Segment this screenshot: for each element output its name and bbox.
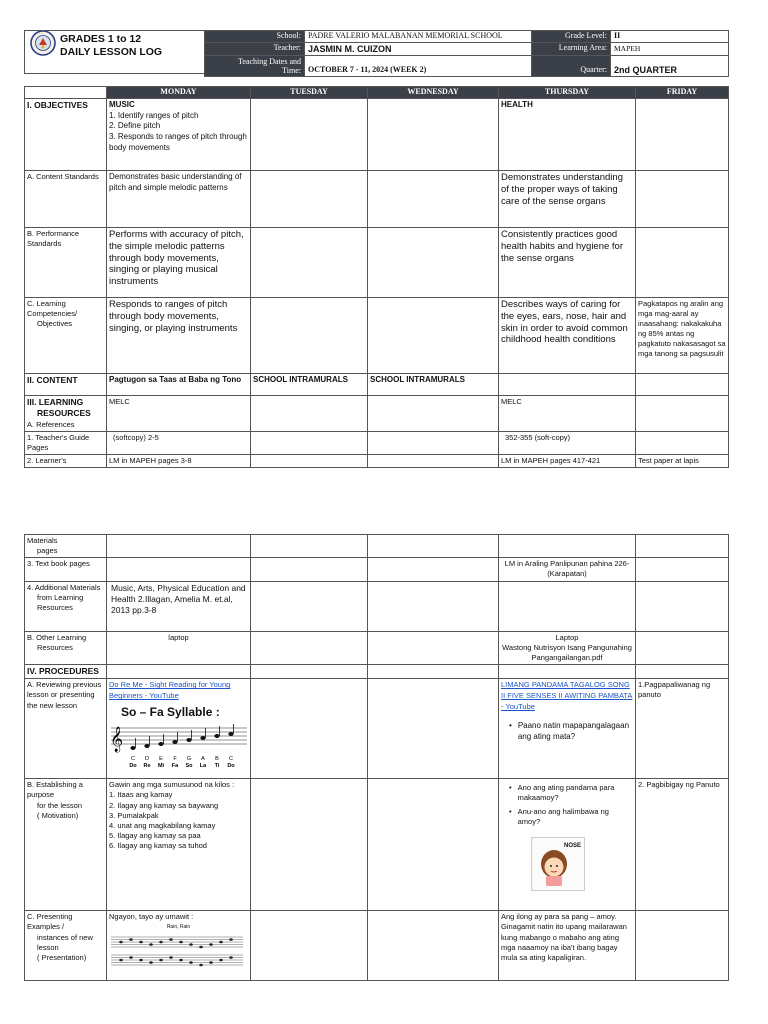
wednesday-competencies xyxy=(368,297,499,373)
treble-clef-icon: 𝄞 xyxy=(110,726,124,752)
thursday-purpose xyxy=(499,779,636,911)
thursday-other-resources-line1: Laptop xyxy=(555,632,579,642)
thursday-procedures xyxy=(499,664,636,678)
sheet-music-note xyxy=(149,961,153,964)
competencies-label-line1: C. Learning Competencies/ xyxy=(27,298,78,318)
thursday-content-standards: Demonstrates understanding of the proper ways of taking care of the sense organs xyxy=(499,170,636,227)
solfa-note-head xyxy=(144,744,149,748)
other-resources-label xyxy=(25,631,107,664)
thursday-purpose-q1 xyxy=(509,783,633,803)
solfa-syllable: So xyxy=(185,762,193,769)
thursday-presenting: Ang ilong ay para sa pang – amoy. Ginagamit natin ito upang mailarawan kung mabango o mabaho ang ating mga naaamoy na iba't ibang bagay mula sa ating kapaligiran. xyxy=(499,911,636,981)
thursday-textbook: LM in Araling Panlipunan pahina 226-(Karapatan) xyxy=(499,558,636,581)
procedures-label: IV. PROCEDURES xyxy=(25,664,107,678)
sheet-music-note xyxy=(209,961,213,964)
thursday-review-question xyxy=(509,721,633,743)
wednesday-purpose xyxy=(368,779,499,911)
monday-purpose-item: 1. Itaas ang kamay xyxy=(109,790,173,800)
teaching-dates-label-line1: Teaching Dates and xyxy=(238,56,301,66)
tuesday-content: SCHOOL INTRAMURALS xyxy=(251,373,368,395)
friday-competencies: Pagkatapos ng aralin ang mga mag-aaral ay inaasahang: nakakakuha ng 85% antas ng pagkatuto nakasasagot sa mga tanong sa pagsusulit xyxy=(636,297,729,373)
monday-procedures xyxy=(107,664,251,678)
lesson-log-table-page2 xyxy=(24,534,729,981)
monday-other-resources: laptop xyxy=(107,631,251,664)
tuesday-additional-materials xyxy=(251,581,368,631)
solfa-note-head xyxy=(200,736,205,740)
additional-materials-line1: 4. Additional Materials xyxy=(27,582,101,592)
additional-materials-label xyxy=(25,581,107,631)
day-header-friday: FRIDAY xyxy=(636,87,729,99)
learning-resources-label xyxy=(25,395,107,431)
monday-competencies: Responds to ranges of pitch through body movements, singing, or playing instruments xyxy=(107,297,251,373)
teacher-label: Teacher: xyxy=(205,42,305,55)
purpose-label-line3: ( Motivation) xyxy=(37,810,79,820)
wednesday-references xyxy=(368,395,499,431)
monday-subject-music: MUSIC xyxy=(109,99,135,109)
reviewing-label: A. Reviewing previous lesson or presenting the new lesson xyxy=(25,679,107,779)
purpose-label-line1: B. Establishing a purpose xyxy=(27,780,83,800)
day-header-tuesday: TUESDAY xyxy=(251,87,368,99)
wednesday-teachers-guide xyxy=(368,431,499,454)
tuesday-textbook xyxy=(251,558,368,581)
references-label: A. References xyxy=(27,419,75,429)
tuesday-performance-standards xyxy=(251,227,368,297)
sheet-music-note xyxy=(149,943,153,946)
friday-content-standards xyxy=(636,170,729,227)
monday-presenting xyxy=(107,911,251,981)
objectives-label: I. OBJECTIVES xyxy=(25,98,107,170)
purpose-label-line2: for the lesson xyxy=(37,800,83,810)
learning-resources-line2: RESOURCES xyxy=(37,408,91,419)
competencies-label xyxy=(25,297,107,373)
content-label: II. CONTENT xyxy=(25,373,107,395)
sheet-music-note xyxy=(129,938,133,941)
quarter-value: 2nd QUARTER xyxy=(611,55,729,76)
solfa-note-letter: D xyxy=(145,755,149,762)
solfa-note-head xyxy=(228,732,233,736)
presenting-label-line2: instances of new lesson xyxy=(37,932,93,952)
solfa-note-head xyxy=(172,740,177,744)
day-header-blank xyxy=(25,87,107,99)
wednesday-textbook xyxy=(368,558,499,581)
teachers-guide-label: 1. Teacher's Guide Pages xyxy=(25,431,107,454)
teacher-value: JASMIN M. CUIZON xyxy=(305,42,532,55)
solfa-note-letter: C xyxy=(229,755,233,762)
sheet-music-note xyxy=(219,941,223,944)
performance-standards-label: B. Performance Standards xyxy=(25,227,107,297)
lesson-log-table-page1 xyxy=(24,86,729,468)
sheet-music-note xyxy=(199,964,203,967)
textbook-pages-label: 3. Text book pages xyxy=(25,558,107,581)
additional-materials-line2: from Learning Resources xyxy=(37,592,84,612)
thursday-competencies: Describes ways of caring for the eyes, ears, nose, hair and skin in order to avoid common childhood health conditions xyxy=(499,297,636,373)
solfa-syllable: Re xyxy=(143,762,151,769)
thursday-purpose-q1-text: • Ano ang ating pandama para makaamoy? xyxy=(517,783,615,803)
solfa-note-letter: A xyxy=(201,755,205,762)
sheet-music-note xyxy=(169,956,173,959)
monday-objective-2: 2. Define pitch xyxy=(109,121,161,131)
day-header-monday: MONDAY xyxy=(107,87,251,99)
friday-references xyxy=(636,395,729,431)
sheet-music-note xyxy=(179,959,183,962)
friday-performance-standards xyxy=(636,227,729,297)
presenting-label xyxy=(25,911,107,981)
header-info-table xyxy=(204,30,729,77)
solfa-note-letter: E xyxy=(159,755,163,762)
friday-teachers-guide xyxy=(636,431,729,454)
monday-purpose-item: 4. unat ang magkabilang kamay xyxy=(109,820,216,830)
friday-other-resources xyxy=(636,631,729,664)
solfa-syllable-figure xyxy=(109,704,248,770)
tuesday-other-resources xyxy=(251,631,368,664)
sheet-music-note xyxy=(129,956,133,959)
friday-content xyxy=(636,373,729,395)
tuesday-competencies xyxy=(251,297,368,373)
solfa-staff xyxy=(109,720,249,770)
content-standards-label: A. Content Standards xyxy=(25,170,107,227)
solfa-syllable: Do xyxy=(227,762,235,769)
title-line-1: GRADES 1 to 12 xyxy=(60,33,142,45)
song-sheet-music xyxy=(109,924,248,974)
day-header-thursday: THURSDAY xyxy=(499,87,636,99)
sheet-music-note xyxy=(189,943,193,946)
solfa-note-head xyxy=(186,738,191,742)
sheet-music-note xyxy=(119,959,123,962)
thursday-additional-materials xyxy=(499,581,636,631)
sheet-music-note xyxy=(189,961,193,964)
friday-materials xyxy=(636,535,729,558)
monday-content-standards: Demonstrates basic understanding of pitch and simple melodic patterns xyxy=(107,170,251,227)
friday-additional-materials xyxy=(636,581,729,631)
friday-objectives xyxy=(636,98,729,170)
sheet-music-note xyxy=(199,946,203,949)
monday-performance-standards: Performs with accuracy of pitch, the simple melodic patterns through body movements, singing or playing musical instruments xyxy=(107,227,251,297)
tuesday-reviewing xyxy=(251,679,368,779)
sheet-music-note xyxy=(169,938,173,941)
monday-youtube-link[interactable]: Do Re Me - Sight Reading for Young Beginners - YouTube xyxy=(109,680,231,701)
wednesday-content-standards xyxy=(368,170,499,227)
solfa-syllable: La xyxy=(199,762,207,769)
materials-label-line2: pages xyxy=(37,546,58,556)
learning-resources-line1: III. LEARNING xyxy=(27,396,84,407)
solfa-syllable: Mi xyxy=(157,762,165,769)
purpose-label xyxy=(25,779,107,911)
grade-level-label: Grade Level: xyxy=(532,31,611,43)
wednesday-reviewing xyxy=(368,679,499,779)
friday-procedures xyxy=(636,664,729,678)
monday-melc: MELC xyxy=(107,395,251,431)
nose-label: NOSE xyxy=(563,842,581,849)
school-label: School: xyxy=(205,31,305,43)
solfa-note-letter: B xyxy=(215,755,219,762)
monday-presenting-text: Ngayon, tayo ay umawit : xyxy=(109,912,194,922)
monday-purpose-item: 6. Ilagay ang kamay sa tuhod xyxy=(109,841,207,851)
solfa-note-letter: C xyxy=(131,755,135,762)
thursday-materials xyxy=(499,535,636,558)
tuesday-learners-materials xyxy=(251,455,368,468)
thursday-learners-materials: LM in MAPEH pages 417-421 xyxy=(499,455,636,468)
title-line-2: DAILY LESSON LOG xyxy=(60,46,163,58)
presenting-label-line3: ( Presentation) xyxy=(37,952,87,962)
nose-illustration xyxy=(531,837,585,891)
quarter-label: Quarter: xyxy=(532,55,611,76)
thursday-review-question-text: • Paano natin mapapangalagaan ang ating mata? xyxy=(517,720,630,741)
tuesday-objectives xyxy=(251,98,368,170)
wednesday-content: SCHOOL INTRAMURALS xyxy=(368,373,499,395)
school-value: PADRE VALERIO MALABANAN MEMORIAL SCHOOL xyxy=(305,31,532,43)
thursday-teachers-guide: 352-355 (soft-copy) xyxy=(499,431,636,454)
monday-reviewing xyxy=(107,679,251,779)
day-header-wednesday: WEDNESDAY xyxy=(368,87,499,99)
thursday-melc: MELC xyxy=(499,395,636,431)
wednesday-learners-materials xyxy=(368,455,499,468)
monday-purpose xyxy=(107,779,251,911)
other-resources-line1: B. Other Learning xyxy=(27,632,87,642)
monday-textbook xyxy=(107,558,251,581)
solfa-syllable: Do xyxy=(129,762,137,769)
friday-learners-materials: Test paper at lapis xyxy=(636,455,729,468)
competencies-label-line2: Objectives xyxy=(37,319,73,329)
sheet-music-note xyxy=(219,959,223,962)
solfa-note-head xyxy=(214,734,219,738)
monday-purpose-intro: Gawin ang mga sumusunod na kilos : xyxy=(109,780,235,790)
thursday-content xyxy=(499,373,636,395)
friday-purpose: 2. Pagbibigay ng Panuto xyxy=(636,779,729,911)
thursday-youtube-link[interactable]: LIMANG PANDAMA TAGALOG SONG II FIVE SENSES II AWITING PAMBATA - YouTube xyxy=(501,680,633,711)
wednesday-additional-materials xyxy=(368,581,499,631)
tuesday-purpose xyxy=(251,779,368,911)
materials-pages-label xyxy=(25,535,107,558)
wednesday-objectives xyxy=(368,98,499,170)
thursday-performance-standards: Consistently practices good health habits and hygiene for the sense organs xyxy=(499,227,636,297)
monday-objectives xyxy=(107,98,251,170)
learners-label: 2. Learner's xyxy=(25,455,107,468)
tuesday-materials xyxy=(251,535,368,558)
teaching-dates-value: OCTOBER 7 - 11, 2024 (WEEK 2) xyxy=(305,55,532,76)
wednesday-presenting xyxy=(368,911,499,981)
sheet-music-note xyxy=(139,959,143,962)
sheet-music-note xyxy=(179,941,183,944)
song-title: Rain, Rain xyxy=(166,924,191,931)
sheet-music-note xyxy=(159,959,163,962)
wednesday-other-resources xyxy=(368,631,499,664)
solfa-title: So – Fa Syllable : xyxy=(121,704,220,719)
wednesday-procedures xyxy=(368,664,499,678)
wednesday-performance-standards xyxy=(368,227,499,297)
learning-area-value: MAPEH xyxy=(611,42,729,55)
solfa-note-head xyxy=(158,742,163,746)
tuesday-teachers-guide xyxy=(251,431,368,454)
friday-textbook xyxy=(636,558,729,581)
monday-objective-3: 3. Responds to ranges of pitch through body movements xyxy=(109,132,247,152)
friday-presenting xyxy=(636,911,729,981)
sheet-music-note xyxy=(119,941,123,944)
sheet-music-icon xyxy=(109,931,245,971)
presenting-label-line1: C. Presenting Examples / xyxy=(27,912,73,932)
tuesday-presenting xyxy=(251,911,368,981)
sheet-music-note xyxy=(229,956,233,959)
learning-area-label: Learning Area: xyxy=(532,42,611,55)
sheet-music-note xyxy=(209,943,213,946)
thursday-purpose-q2-text: • Anu-ano ang halimbawa ng amoy? xyxy=(517,806,609,826)
materials-label-line1: Materials xyxy=(27,536,58,545)
solfa-note-head xyxy=(130,746,135,750)
monday-content: Pagtugon sa Taas at Baba ng Tono xyxy=(107,373,251,395)
monday-teachers-guide: (softcopy) 2-5 xyxy=(107,431,251,454)
sheet-music-note xyxy=(159,941,163,944)
solfa-syllable: Ti xyxy=(214,762,220,769)
monday-purpose-item: 2. Ilagay ang kamay sa baywang xyxy=(109,800,219,810)
monday-additional-materials: Music, Arts, Physical Education and Health 2.Illagan, Amelia M. et.al, 2013 pp.3-8 xyxy=(107,581,251,631)
thursday-purpose-q2 xyxy=(509,807,633,827)
teaching-dates-label xyxy=(205,55,305,76)
thursday-reviewing xyxy=(499,679,636,779)
wednesday-materials xyxy=(368,535,499,558)
sheet-music-note xyxy=(139,941,143,944)
grade-level-value: II xyxy=(611,31,729,43)
thursday-other-resources-line2: Wastong Nutrisyon Isang Pangunahing Pangangailangan.pdf xyxy=(502,642,632,662)
teaching-dates-label-line2: Time: xyxy=(282,65,301,75)
tuesday-references xyxy=(251,395,368,431)
other-resources-line2: Resources xyxy=(37,642,73,652)
monday-materials xyxy=(107,535,251,558)
thursday-subject-health: HEALTH xyxy=(499,98,636,170)
monday-purpose-item: 3. Pumalakpak xyxy=(109,810,159,820)
monday-learners-materials: LM in MAPEH pages 3-8 xyxy=(107,455,251,468)
monday-objective-1: 1. Identify ranges of pitch xyxy=(109,110,199,120)
thursday-other-resources xyxy=(499,631,636,664)
sheet-music-note xyxy=(229,938,233,941)
tuesday-content-standards xyxy=(251,170,368,227)
solfa-syllable: Fa xyxy=(171,762,179,769)
solfa-note-letter: G xyxy=(186,755,192,762)
solfa-note-letter: F xyxy=(173,755,177,762)
tuesday-procedures xyxy=(251,664,368,678)
monday-purpose-item: 5. Ilagay ang kamay sa paa xyxy=(109,830,201,840)
friday-reviewing: 1.Pagpapaliwanag ng panuto xyxy=(636,679,729,779)
